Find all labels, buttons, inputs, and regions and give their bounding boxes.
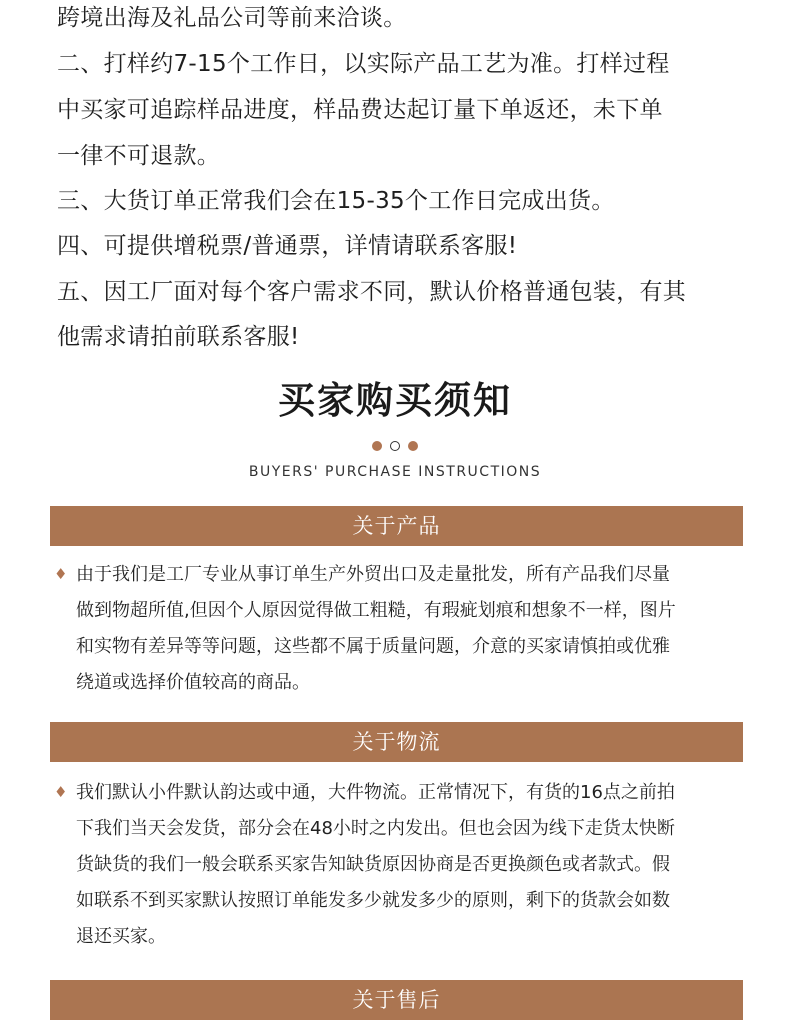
- intro-line: 五、因工厂面对每个客户需求不同，默认价格普通包装，有其: [57, 279, 687, 305]
- section-heading-products: 关于产品: [50, 506, 743, 546]
- section-heading-after-sales: 关于售后: [50, 980, 743, 1020]
- section-line: 如联系不到买家默认按照订单能发多少就发多少的原则，剩下的货款会如数: [76, 890, 670, 911]
- section-line: 由于我们是工厂专业从事订单生产外贸出口及走量批发，所有产品我们尽量: [76, 564, 670, 585]
- page-subtitle: BUYERS' PURCHASE INSTRUCTIONS: [248, 464, 542, 480]
- intro-line: 四、可提供增税票/普通票，详情请联系客服!: [57, 233, 518, 259]
- intro-line: 一律不可退款。: [57, 143, 221, 169]
- dot-icon: [408, 441, 418, 451]
- decorative-dots: [0, 441, 790, 451]
- section-line: 绕道或选择价值较高的商品。: [76, 672, 310, 693]
- intro-line: 他需求请拍前联系客服!: [57, 324, 300, 350]
- section-line: 下我们当天会发货，部分会在48小时之内发出。但也会因为线下走货太快断: [76, 818, 675, 839]
- section-line: 我们默认小件默认韵达或中通，大件物流。正常情况下，有货的16点之前拍: [76, 782, 675, 803]
- intro-line: 二、打样约7-15个工作日，以实际产品工艺为准。打样过程: [57, 51, 670, 77]
- diamond-bullet-icon: ♦: [54, 783, 68, 801]
- diamond-bullet-icon: ♦: [54, 565, 68, 583]
- intro-line: 三、大货订单正常我们会在15-35个工作日完成出货。: [57, 188, 615, 214]
- section-line: 货缺货的我们一般会联系买家告知缺货原因协商是否更换颜色或者款式。假: [76, 854, 670, 875]
- section-heading-logistics: 关于物流: [50, 722, 743, 762]
- intro-line: 中买家可追踪样品进度，样品费达起订量下单返还，未下单: [57, 97, 663, 123]
- section-line: 和实物有差异等等问题，这些都不属于质量问题，介意的买家请慎拍或优雅: [76, 636, 670, 657]
- section-line: 退还买家。: [76, 926, 166, 947]
- section-line: 做到物超所值,但因个人原因觉得做工粗糙，有瑕疵划痕和想象不一样，图片: [76, 600, 676, 621]
- intro-line: 跨境出海及礼品公司等前来洽谈。: [57, 5, 407, 31]
- dot-icon: [390, 441, 400, 451]
- dot-icon: [372, 441, 382, 451]
- page-title: 买家购买须知: [278, 379, 512, 422]
